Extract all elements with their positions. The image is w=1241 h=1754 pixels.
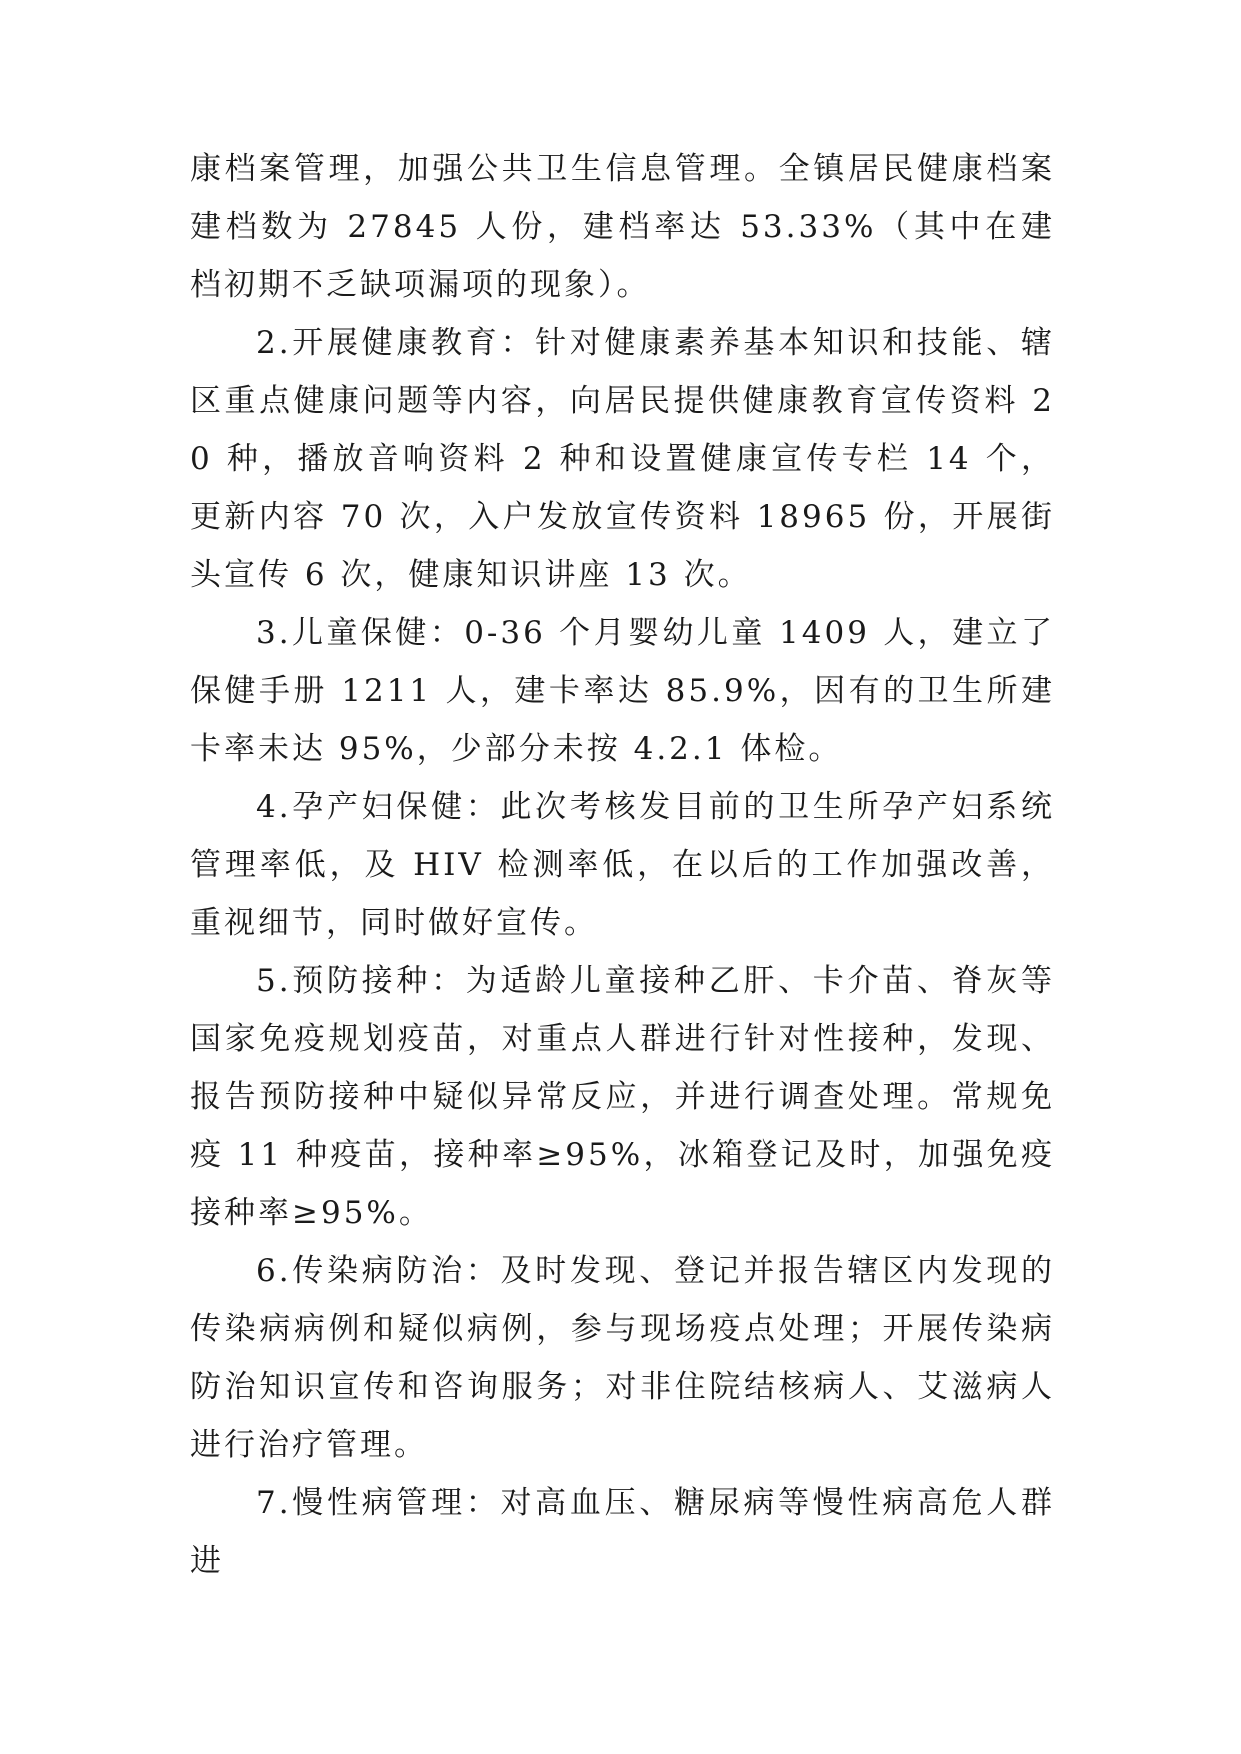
paragraph-health-records: 康档案管理，加强公共卫生信息管理。全镇居民健康档案建档数为 27845 人份，建档率达 53.33%（其中在建档初期不乏缺项漏项的现象）。 — [190, 151, 1055, 303]
paragraph-child-healthcare: 3.儿童保健：0-36 个月婴幼儿童 1409 人，建立了保健手册 1211 人，建卡率达 85.9%，因有的卫生所建卡率未达 95%，少部分未按 4.2.1 体检。 — [190, 615, 1055, 767]
paragraph-vaccination: 5.预防接种：为适龄儿童接种乙肝、卡介苗、脊灰等国家免疫规划疫苗，对重点人群进行针对性接种，发现、报告预防接种中疑似异常反应，并进行调查处理。常规免疫 11 种疫苗，接种率≥95%，冰箱登记及时，加强免疫接种率≥95%。 — [190, 963, 1055, 1231]
paragraph-health-education: 2.开展健康教育：针对健康素养基本知识和技能、辖区重点健康问题等内容，向居民提供健康教育宣传资料 20 种，播放音响资料 2 种和设置健康宣传专栏 14 个，更新内容 70 次，入户发放宣传资料 18965 份，开展街头宣传 6 次，健康知识讲座 13 次。 — [190, 325, 1055, 593]
paragraph-infectious-disease: 6.传染病防治：及时发现、登记并报告辖区内发现的传染病病例和疑似病例，参与现场疫点处理；开展传染病防治知识宣传和咨询服务；对非住院结核病人、艾滋病人进行治疗管理。 — [190, 1253, 1055, 1463]
document-body — [190, 140, 1055, 1590]
paragraph-maternal-healthcare: 4.孕产妇保健：此次考核发目前的卫生所孕产妇系统管理率低，及 HIV 检测率低，在以后的工作加强改善，重视细节，同时做好宣传。 — [190, 789, 1055, 941]
paragraph-chronic-disease: 7.慢性病管理：对高血压、糖尿病等慢性病高危人群进 — [190, 1485, 1055, 1579]
